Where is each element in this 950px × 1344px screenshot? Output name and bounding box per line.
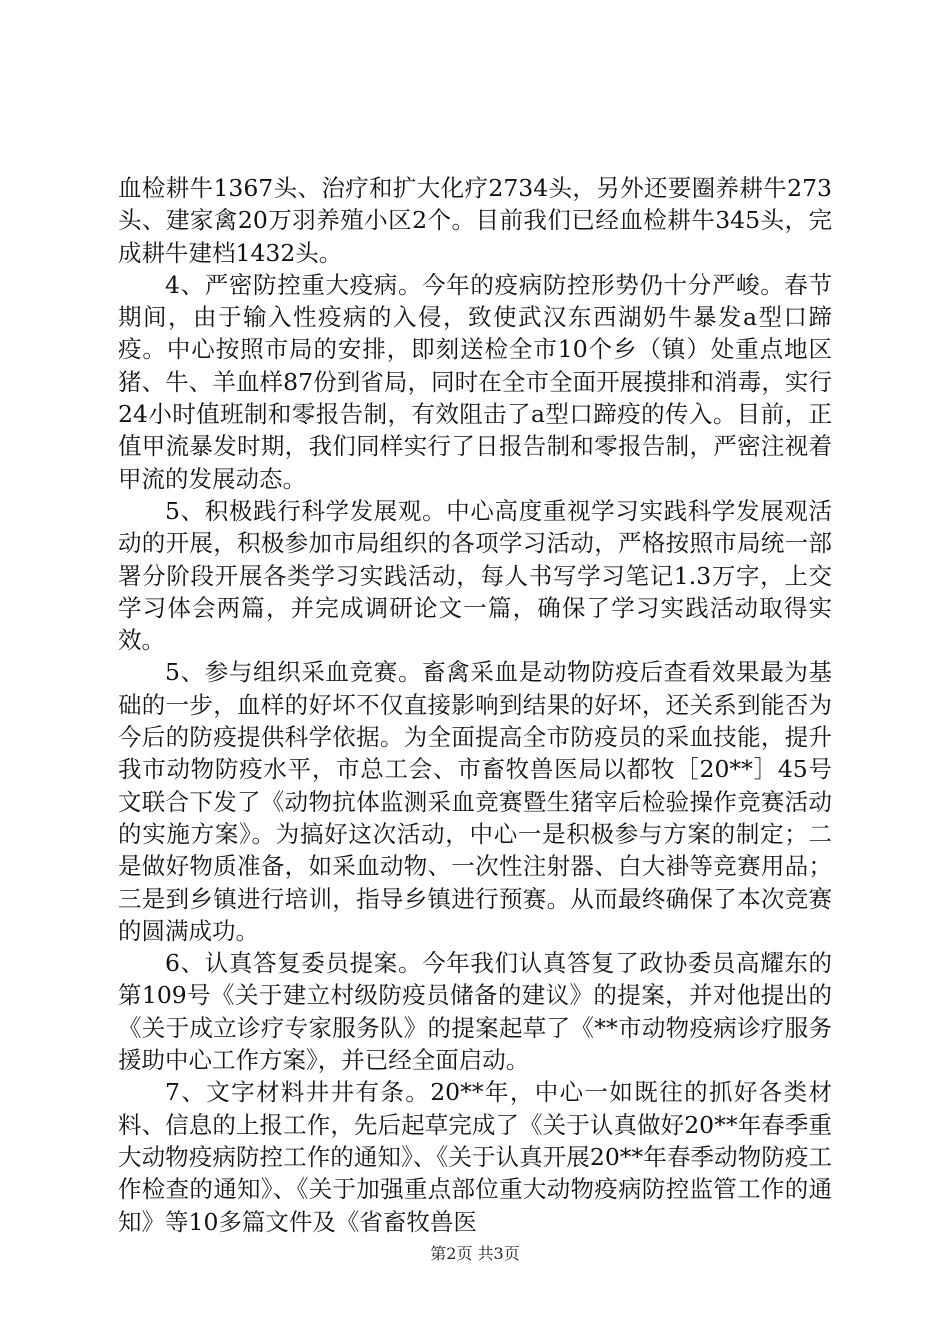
paragraph-scientific-development: 5、积极践行科学发展观。中心高度重视学习实践科学发展观活动的开展，积极参加市局组织的各项学习活动，严格按照市局统一部署分阶段开展各类学习实践活动，每人书写学习笔记1.3万字，上交学习体会两篇，并完成调研论文一篇，确保了学习实践活动取得实效。 [118,496,832,655]
paragraph-disease-control: 4、严密防控重大疫病。今年的疫病防控形势仍十分严峻。春节期间，由于输入性疫病的入侵，致使武汉东西湖奶牛暴发a型口蹄疫。中心按照市局的安排，即刻送检全市10个乡（镇）处重点地区猪、牛、羊血样87份到省局，同时在全市全面开展摸排和消毒，实行24小时值班制和零报告制，有效阻击了a型口蹄疫的传入。目前，正值甲流暴发时期，我们同样实行了日报告制和零报告制，严密注视着甲流的发展动态。 [118,270,832,493]
paragraph-committee-proposals: 6、认真答复委员提案。今年我们认真答复了政协委员高耀东的第109号《关于建立村级防疫员储备的建议》的提案，并对他提出的《关于成立诊疗专家服务队》的提案起草了《**市动物疫病诊疗服务援助中心工作方案》，并已经全面启动。 [118,949,832,1075]
document-body [118,172,832,1238]
page-number: 第2页 共3页 [430,1244,520,1263]
page-footer [0,1244,950,1264]
paragraph-blood-sampling-contest: 5、参与组织采血竞赛。畜禽采血是动物防疫后查看效果最为基础的一步，血样的好坏不仅直接影响到结果的好坏，还关系到能否为今后的防疫提供科学依据。为全面提高全市防疫员的采血技能，提升我市动物防疫水平，市总工会、市畜牧兽医局以都牧［20**］45号文联合下发了《动物抗体监测采血竞赛暨生猪宰后检验操作竞赛活动的实施方案》。为搞好这次活动，中心一是积极参与方案的制定；二是做好物质准备，如采血动物、一次性注射器、白大褂等竞赛用品；三是到乡镇进行培训，指导乡镇进行预赛。从而最终确保了本次竞赛的圆满成功。 [118,658,832,945]
paragraph-continuation: 血检耕牛1367头、治疗和扩大化疗2734头，另外还要圈养耕牛273头、建家禽20万羽养殖小区2个。目前我们已经血检耕牛345头，完成耕牛建档1432头。 [118,174,832,267]
paragraph-written-materials: 7、文字材料井井有条。20**年，中心一如既往的抓好各类材料、信息的上报工作，先后起草完成了《关于认真做好20**年春季重大动物疫病防控工作的通知》、《关于认真开展20**年春季动物防疫工作检查的通知》、《关于加强重点部位重大动物疫病防控监管工作的通知》等10多篇文件及《省畜牧兽医 [118,1078,832,1236]
